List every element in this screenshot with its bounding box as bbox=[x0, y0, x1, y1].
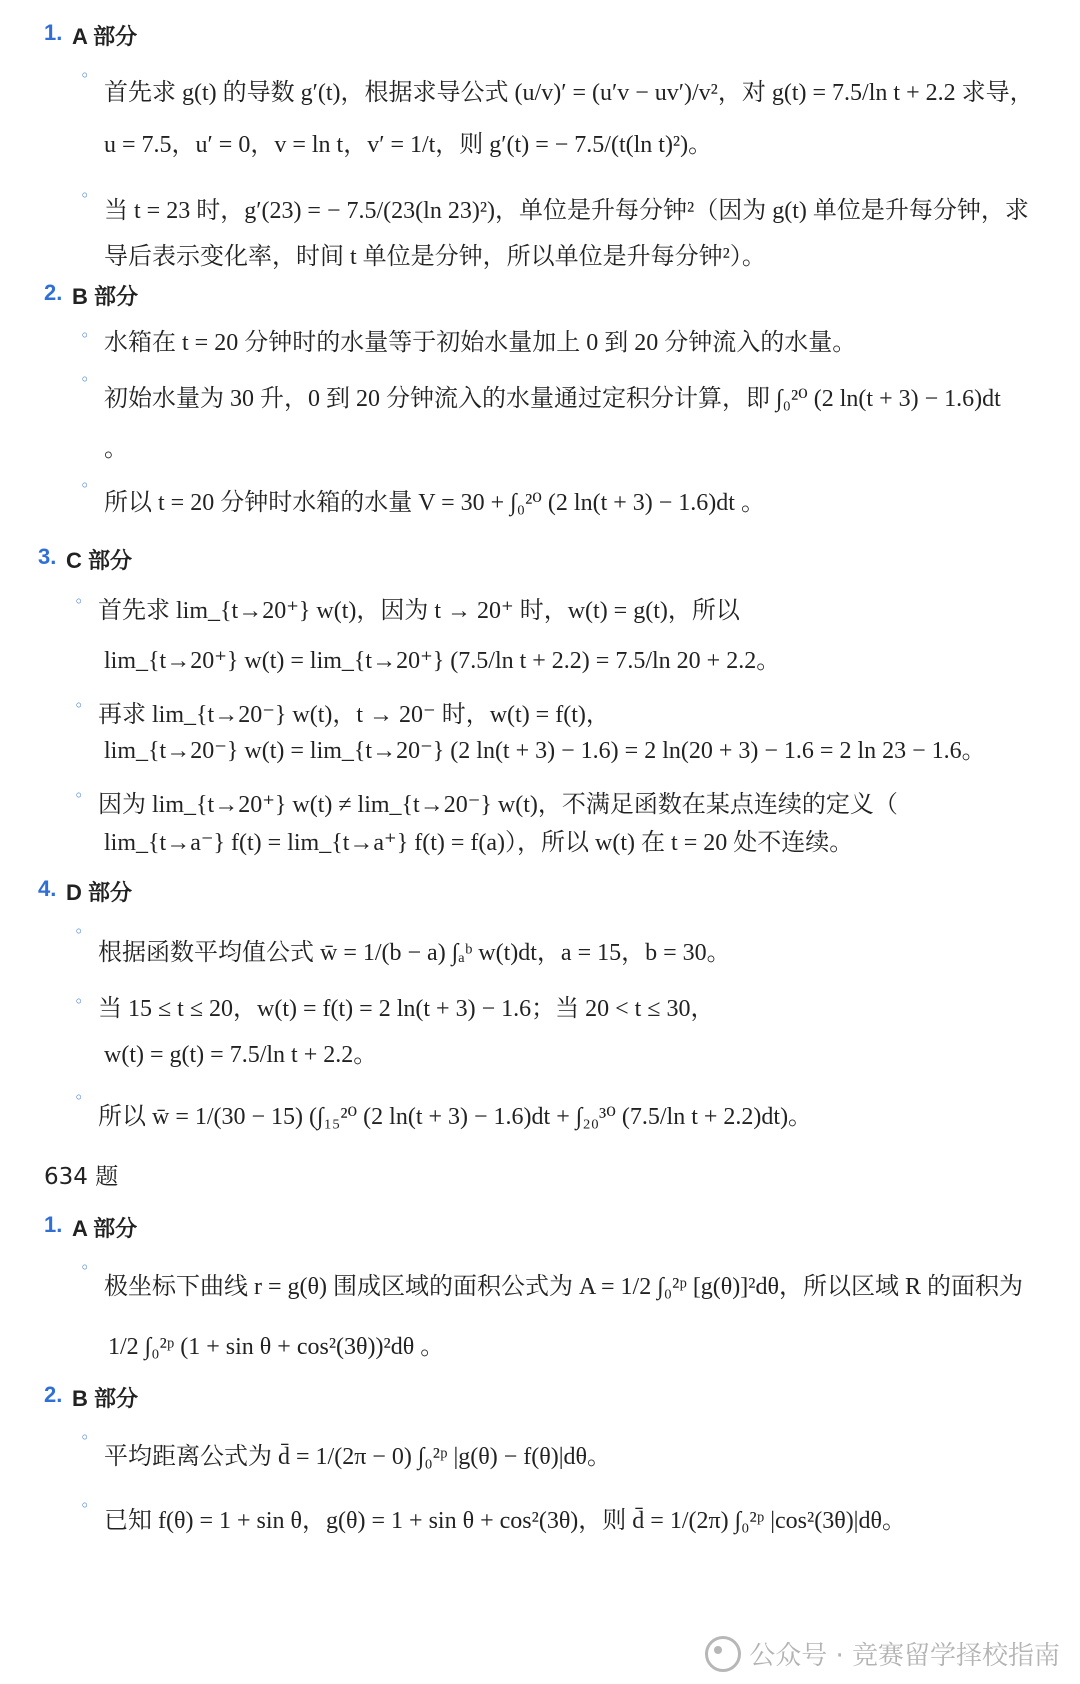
text-line: u = 7.5，u′ = 0，v = ln t，v′ = 1/t，则 g′(t) = − 7.5/(t(ln t)²)。 bbox=[104, 132, 713, 158]
bullet-icon: ◦ bbox=[74, 592, 84, 611]
text-line: 初始水量为 30 升，0 到 20 分钟流入的水量通过定积分计算，即 ∫₀²⁰ (2 ln(t + 3) − 1.6)dt bbox=[104, 386, 1001, 412]
section-title: A 部分 bbox=[72, 24, 138, 49]
text-line: lim_{t→a⁻} f(t) = lim_{t→a⁺} f(t) = f(a)），所以 w(t) 在 t = 20 处不连续。 bbox=[104, 830, 854, 856]
section-number: 1. bbox=[44, 1212, 63, 1237]
text-line: 1/2 ∫₀²ᵖ (1 + sin θ + cos²(3θ))²dθ 。 bbox=[108, 1334, 445, 1360]
text-line: 首先求 g(t) 的导数 g′(t)，根据求导公式 (u/v)′ = (u′v − uv′)/v²，对 g(t) = 7.5/ln t + 2.2 求导， bbox=[104, 80, 1034, 106]
section-title: C 部分 bbox=[66, 548, 133, 573]
bullet-icon: ◦ bbox=[74, 696, 84, 715]
text-line: 所以 w̄ = 1/(30 − 15) (∫₁₅²⁰ (2 ln(t + 3) − 1.6)dt + ∫₂₀³⁰ (7.5/ln t + 2.2)dt)。 bbox=[98, 1104, 813, 1130]
text-line: 平均距离公式为 d̄ = 1/(2π − 0) ∫₀²ᵖ |g(θ) − f(θ)|dθ。 bbox=[104, 1444, 612, 1470]
text-line: 导后表示变化率，时间 t 单位是分钟，所以单位是升每分钟²）。 bbox=[104, 244, 766, 270]
bullet-icon: ◦ bbox=[80, 186, 90, 205]
bullet-icon: ◦ bbox=[80, 66, 90, 85]
text-line: 。 bbox=[104, 436, 128, 462]
section-title: A 部分 bbox=[72, 1216, 138, 1241]
text-line: 因为 lim_{t→20⁺} w(t) ≠ lim_{t→20⁻} w(t)，不满足函数在某点连续的定义（ bbox=[98, 792, 898, 818]
bullet-icon: ◦ bbox=[80, 476, 90, 495]
text-line: 所以 t = 20 分钟时水箱的水量 V = 30 + ∫₀²⁰ (2 ln(t + 3) − 1.6)dt 。 bbox=[104, 490, 765, 516]
question-title: 634 题 bbox=[44, 1164, 119, 1190]
bullet-icon: ◦ bbox=[80, 326, 90, 345]
bullet-icon: ◦ bbox=[80, 1258, 90, 1277]
bullet-icon: ◦ bbox=[74, 1088, 84, 1107]
bullet-icon: ◦ bbox=[74, 992, 84, 1011]
bullet-icon: ◦ bbox=[74, 786, 84, 805]
bullet-icon: ◦ bbox=[80, 370, 90, 389]
wechat-icon bbox=[705, 1636, 741, 1672]
bullet-icon: ◦ bbox=[80, 1496, 90, 1515]
text-line: 再求 lim_{t→20⁻} w(t)，t → 20⁻ 时，w(t) = f(t)， bbox=[98, 702, 610, 728]
section-title: B 部分 bbox=[72, 1386, 139, 1411]
text-line: lim_{t→20⁻} w(t) = lim_{t→20⁻} (2 ln(t + 3) − 1.6) = 2 ln(20 + 3) − 1.6 = 2 ln 23 − 1.6。 bbox=[104, 738, 986, 764]
watermark-text: 公众号 · 竞赛留学择校指南 bbox=[749, 1641, 1060, 1671]
section-title: B 部分 bbox=[72, 284, 139, 309]
section-number: 2. bbox=[44, 280, 63, 305]
text-line: 水箱在 t = 20 分钟时的水量等于初始水量加上 0 到 20 分钟流入的水量。 bbox=[104, 330, 857, 356]
section-number: 1. bbox=[44, 20, 63, 45]
section-number: 3. bbox=[38, 544, 57, 569]
section-title: D 部分 bbox=[66, 880, 133, 905]
section-number: 4. bbox=[38, 876, 57, 901]
text-line: 当 15 ≤ t ≤ 20，w(t) = f(t) = 2 ln(t + 3) − 1.6；当 20 < t ≤ 30， bbox=[98, 996, 715, 1022]
text-line: 极坐标下曲线 r = g(θ) 围成区域的面积公式为 A = 1/2 ∫₀²ᵖ [g(θ)]²dθ，所以区域 R 的面积为 bbox=[104, 1274, 1023, 1300]
text-line: w(t) = g(t) = 7.5/ln t + 2.2。 bbox=[104, 1042, 378, 1068]
text-line: 根据函数平均值公式 w̄ = 1/(b − a) ∫ₐᵇ w(t)dt，a = 15，b = 30。 bbox=[98, 940, 731, 966]
text-line: lim_{t→20⁺} w(t) = lim_{t→20⁺} (7.5/ln t + 2.2) = 7.5/ln 20 + 2.2。 bbox=[104, 648, 781, 674]
watermark bbox=[705, 1635, 1060, 1672]
text-line: 已知 f(θ) = 1 + sin θ，g(θ) = 1 + sin θ + cos²(3θ)，则 d̄ = 1/(2π) ∫₀²ᵖ |cos²(3θ)|dθ。 bbox=[104, 1508, 906, 1534]
bullet-icon: ◦ bbox=[74, 922, 84, 941]
text-line: 首先求 lim_{t→20⁺} w(t)，因为 t → 20⁺ 时，w(t) = g(t)，所以 bbox=[98, 598, 740, 624]
text-line: 当 t = 23 时，g′(23) = − 7.5/(23(ln 23)²)，单位是升每分钟²（因为 g(t) 单位是升每分钟，求 bbox=[104, 198, 1029, 224]
bullet-icon: ◦ bbox=[80, 1428, 90, 1447]
section-number: 2. bbox=[44, 1382, 63, 1407]
